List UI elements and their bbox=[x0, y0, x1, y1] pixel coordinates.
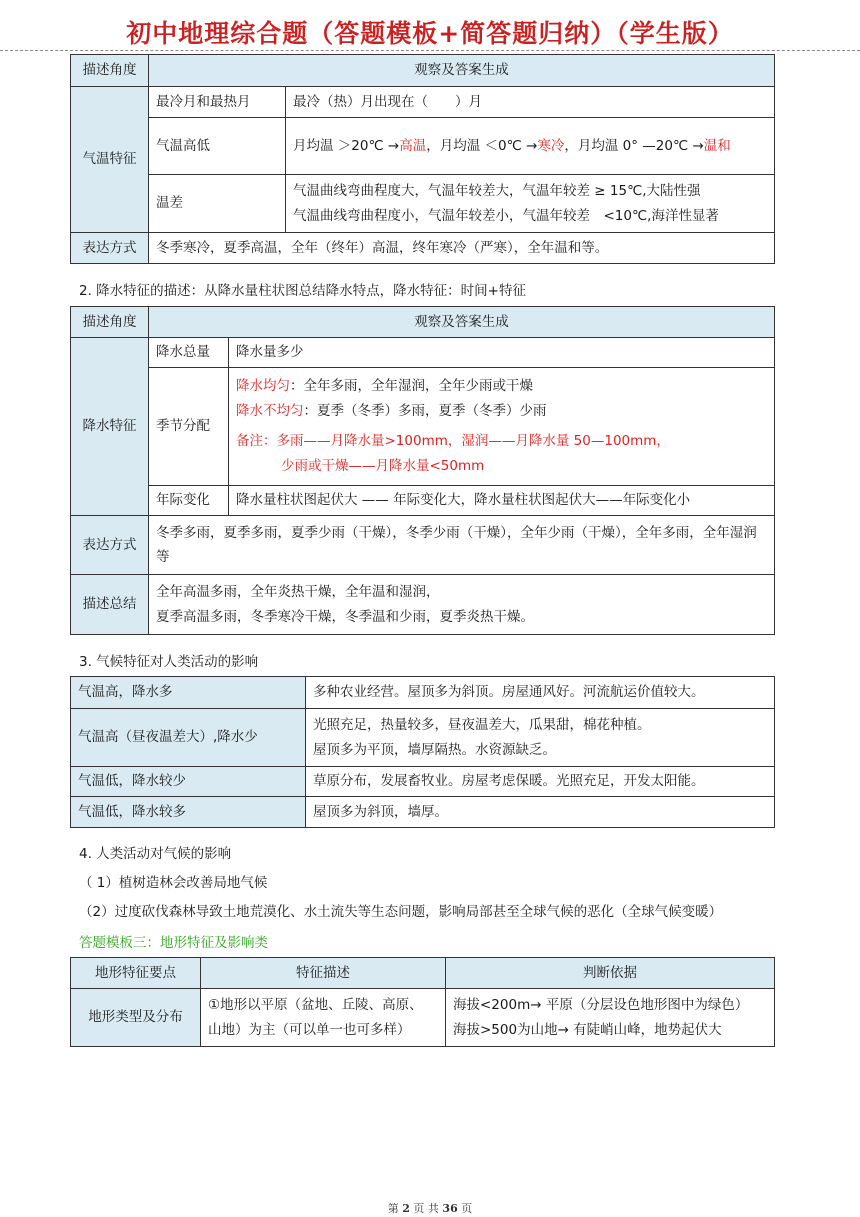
section-4-heading: 4. 人类活动对气候的影响 bbox=[79, 846, 232, 862]
temp-level-cold: 寒冷 bbox=[537, 137, 565, 154]
row-content-coldest-hottest: 最冷（热）月出现在（ ）月 bbox=[286, 87, 775, 118]
temperature-table bbox=[70, 54, 775, 264]
impact-row-label: 气温高（昼夜温差大）,降水少 bbox=[71, 709, 306, 767]
section-4-item-1: （ 1）植树造林会改善局地气候 bbox=[79, 875, 268, 891]
template-3-heading: 答题模板三：地形特征及影响类 bbox=[79, 935, 268, 951]
temp-range-line: 气温曲线弯曲程度大，气温年较差大，气温年较差 ≥ 15℃,大陆性强 bbox=[293, 182, 701, 199]
col-header-terrain-point: 地形特征要点 bbox=[71, 958, 201, 989]
impact-row-text: 屋顶多为斜顶，墙厚。 bbox=[306, 797, 775, 828]
precip-summary-label: 描述总结 bbox=[71, 575, 149, 635]
section-2-heading: 2. 降水特征的描述：从降水量柱状图总结降水特点，降水特征：时间+特征 bbox=[79, 283, 526, 299]
impact-row-label: 气温低，降水较少 bbox=[71, 767, 306, 797]
row-label-seasonal: 季节分配 bbox=[149, 368, 229, 486]
temp-level-mild: 温和 bbox=[703, 137, 731, 154]
section-4-item-2: （2）过度砍伐森林导致土地荒漠化、水土流失等生态问题，影响局部甚至全球气候的恶化（全球气候变暖） bbox=[79, 904, 723, 920]
even-text: ：全年多雨，全年湿润，全年少雨或干燥 bbox=[290, 378, 533, 394]
summary-line: 全年高温多雨，全年炎热干燥，全年温和湿润， bbox=[156, 583, 440, 600]
footer-total-pages: 36 bbox=[442, 1202, 458, 1215]
terrain-basis-line: 海拔>500为山地→ 有陡峭山峰，地势起伏大 bbox=[453, 1021, 722, 1038]
temp-expr-label: 表达方式 bbox=[71, 233, 149, 264]
summary-line: 夏季高温多雨，冬季寒冷干燥，冬季温和少雨，夏季炎热干燥。 bbox=[156, 608, 534, 625]
precip-expr-label: 表达方式 bbox=[71, 516, 149, 575]
precip-group-label: 降水特征 bbox=[71, 338, 149, 516]
temp-expr-text: 冬季寒冷，夏季高温，全年（终年）高温，终年寒冷（严寒），全年温和等。 bbox=[149, 233, 775, 264]
precip-summary-text bbox=[149, 575, 775, 635]
precip-note-1: 备注：多雨——月降水量>100mm，湿润——月降水量 50—100mm， bbox=[236, 433, 670, 449]
section-3-heading: 3. 气候特征对人类活动的影响 bbox=[79, 654, 259, 670]
col-header-observation: 观察及答案生成 bbox=[149, 55, 775, 87]
terrain-basis bbox=[446, 989, 775, 1047]
terrain-desc bbox=[201, 989, 446, 1047]
row-label-temp-range: 温差 bbox=[149, 175, 286, 233]
temp-group-label: 气温特征 bbox=[71, 87, 149, 233]
even-line bbox=[236, 374, 767, 399]
col-header-basis: 判断依据 bbox=[446, 958, 775, 989]
impact-row-text bbox=[306, 709, 775, 767]
footer-mid: 页 共 bbox=[413, 1202, 439, 1215]
row-label-temp-level: 气温高低 bbox=[149, 118, 286, 175]
precip-expr-text: 冬季多雨，夏季多雨，夏季少雨（干燥），冬季少雨（干燥），全年少雨（干燥），全年多雨，全年湿润等 bbox=[149, 516, 775, 575]
impact-line: 屋顶多为平顶，墙厚隔热。水资源缺乏。 bbox=[313, 741, 556, 758]
impact-row-text: 多种农业经营。屋顶多为斜顶。房屋通风好。河流航运价值较大。 bbox=[306, 677, 775, 709]
impact-row-text: 草原分布，发展畜牧业。房屋考虑保暖。光照充足，开发太阳能。 bbox=[306, 767, 775, 797]
terrain-desc-line: 山地）为主（可以单一也可多样） bbox=[208, 1021, 411, 1038]
col-header-angle: 描述角度 bbox=[71, 307, 149, 338]
impact-line: 光照充足，热量较多，昼夜温差大，瓜果甜，棉花种植。 bbox=[313, 716, 651, 733]
row-content-seasonal bbox=[229, 368, 775, 486]
uneven-label: 降水不均匀 bbox=[236, 403, 304, 419]
terrain-desc-line: ①地形以平原（盆地、丘陵、高原、 bbox=[208, 996, 423, 1013]
footer-pre: 第 bbox=[387, 1202, 399, 1215]
precip-note-2: 少雨或干燥——月降水量<50mm bbox=[281, 458, 485, 474]
title-divider bbox=[0, 50, 860, 51]
row-label-annual: 年际变化 bbox=[149, 486, 229, 516]
temp-level-text-1: 月均温 ＞20℃ → bbox=[293, 137, 400, 154]
col-header-feature-desc: 特征描述 bbox=[201, 958, 446, 989]
row-content-precip-total: 降水量多少 bbox=[229, 338, 775, 368]
row-content-annual: 降水量柱状图起伏大 —— 年际变化大，降水量柱状图起伏大——年际变化小 bbox=[229, 486, 775, 516]
temp-level-text-3: ，月均温 0° —20℃ → bbox=[564, 137, 704, 154]
terrain-basis-line: 海拔<200m→ 平原（分层设色地形图中为绿色） bbox=[453, 996, 749, 1013]
terrain-row-label: 地形类型及分布 bbox=[71, 989, 201, 1047]
uneven-line bbox=[236, 399, 767, 424]
row-label-coldest-hottest: 最冷月和最热月 bbox=[149, 87, 286, 118]
page-title: 初中地理综合题（答题模板+简答题归纳）（学生版） bbox=[126, 19, 734, 48]
impact-row-label: 气温高，降水多 bbox=[71, 677, 306, 709]
temp-level-text-2: ，月均温 ＜0℃ → bbox=[426, 137, 538, 154]
temp-range-line: 气温曲线弯曲程度小，气温年较差小，气温年较差 <10℃,海洋性显著 bbox=[293, 207, 719, 224]
uneven-text: ：夏季（冬季）多雨，夏季（冬季）少雨 bbox=[303, 403, 547, 419]
precipitation-table bbox=[70, 306, 775, 635]
page-footer bbox=[0, 1200, 860, 1216]
climate-impact-table bbox=[70, 676, 775, 828]
temp-level-hot: 高温 bbox=[399, 137, 427, 154]
row-content-temp-range bbox=[286, 175, 775, 233]
footer-page-number: 2 bbox=[402, 1202, 410, 1215]
terrain-table bbox=[70, 957, 775, 1047]
impact-row-label: 气温低，降水较多 bbox=[71, 797, 306, 828]
even-label: 降水均匀 bbox=[236, 378, 290, 394]
row-content-temp-level bbox=[286, 118, 775, 175]
footer-post: 页 bbox=[461, 1202, 473, 1215]
temp-level-line bbox=[293, 134, 767, 159]
col-header-observation: 观察及答案生成 bbox=[149, 307, 775, 338]
row-label-precip-total: 降水总量 bbox=[149, 338, 229, 368]
col-header-angle: 描述角度 bbox=[71, 55, 149, 87]
